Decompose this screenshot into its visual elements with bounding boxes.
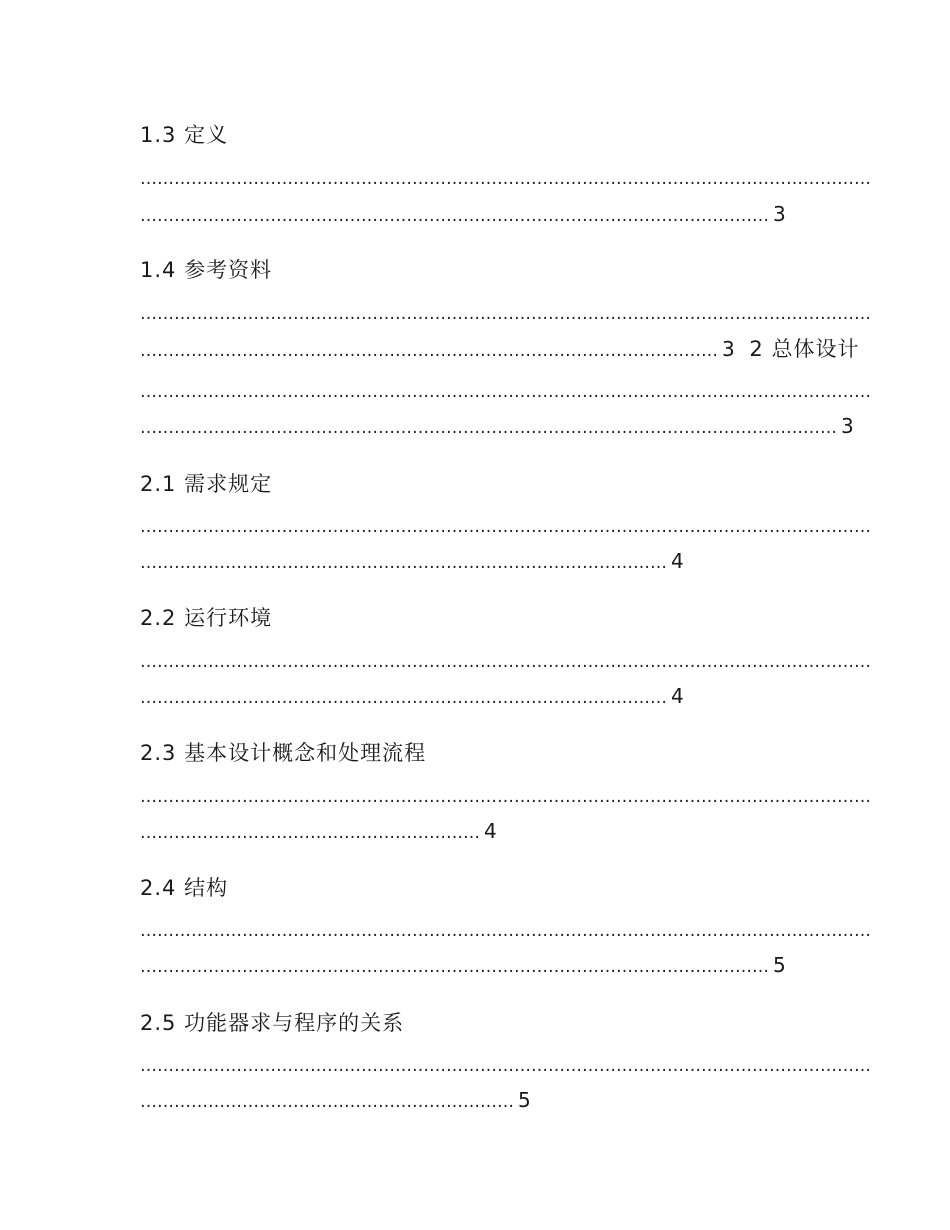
leader-dots: ………………………………………………………………………………………………………………… — [140, 652, 871, 672]
toc-leader-line — [140, 679, 808, 713]
toc-leader-line — [140, 814, 808, 848]
toc-entry-title — [140, 601, 808, 635]
toc-leader-line — [140, 162, 871, 196]
toc-leader-line — [140, 645, 871, 679]
toc-leader-line — [140, 197, 808, 231]
toc-leader-line — [140, 780, 871, 814]
toc-page-number: 3 — [841, 414, 855, 438]
toc-page-number: 5 — [518, 1088, 532, 1112]
toc-leader-line — [140, 1049, 871, 1083]
toc-page-number: 3 — [773, 202, 787, 226]
leader-dots: …………………………………………………… — [140, 823, 480, 843]
toc-entry-title — [140, 253, 808, 287]
toc-title: 2 总体设计 — [749, 337, 860, 361]
toc-leader-line — [140, 332, 860, 366]
toc-leader-line — [140, 948, 808, 982]
toc-leader-line — [140, 409, 855, 443]
toc-entry-title — [140, 1006, 808, 1040]
leader-dots: ………………………………………………………………………………………… — [140, 341, 718, 361]
toc-entry-title — [140, 118, 808, 152]
toc-title: 2.1 需求规定 — [140, 472, 273, 496]
leader-dots: ………………………………………………………………………………… — [140, 553, 667, 573]
leader-dots: ………………………………………………………………………………………………………………… — [140, 921, 871, 941]
toc-page-number: 4 — [671, 549, 685, 573]
toc-title: 2.4 结构 — [140, 876, 229, 900]
leader-dots: …………………………………………………………………………………………………………… — [140, 418, 837, 438]
leader-dots: ………………………………………………………………………………………………………………… — [140, 169, 871, 189]
leader-dots: ………………………………………………………………………………………………… — [140, 957, 769, 977]
toc-leader-line — [140, 1083, 808, 1117]
toc-page-number: 4 — [671, 684, 685, 708]
leader-dots: ………………………………………………………………………………………………………………… — [140, 517, 871, 537]
leader-dots: ………………………………………………………………………………………………………………… — [140, 304, 871, 324]
toc-entry-title — [140, 736, 808, 770]
leader-dots: ………………………………………………………………………………………………………………… — [140, 382, 871, 402]
leader-dots: ………………………………………………………………………………………………… — [140, 206, 769, 226]
toc-title: 2.2 运行环境 — [140, 606, 273, 630]
toc-page-number: 4 — [484, 819, 498, 843]
toc-title: 1.3 定义 — [140, 123, 229, 147]
toc-page-number: 3 — [722, 337, 736, 361]
leader-dots: ………………………………………………………………………………………………………………… — [140, 1056, 871, 1076]
toc-entry-title — [140, 871, 808, 905]
toc-entry-title — [140, 467, 808, 501]
toc-leader-line — [140, 375, 871, 409]
toc-leader-line — [140, 510, 871, 544]
toc-leader-line — [140, 914, 871, 948]
toc-title: 2.3 基本设计概念和处理流程 — [140, 741, 427, 765]
leader-dots: ………………………………………………………… — [140, 1092, 514, 1112]
toc-title: 2.5 功能器求与程序的关系 — [140, 1011, 405, 1035]
leader-dots: ………………………………………………………………………………… — [140, 688, 667, 708]
toc-title: 1.4 参考资料 — [140, 258, 273, 282]
leader-dots: ………………………………………………………………………………………………………………… — [140, 787, 871, 807]
toc-leader-line — [140, 544, 808, 578]
toc-page-number: 5 — [773, 953, 787, 977]
toc-leader-line — [140, 297, 871, 331]
